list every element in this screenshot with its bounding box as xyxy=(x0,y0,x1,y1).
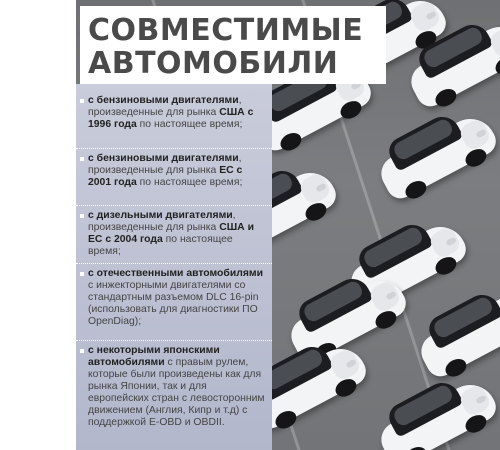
body-text: с инжекторными двигателями со стандартным разъемом DLC 16-pin (использовать для диагностики ПО OpenDiag); xyxy=(88,280,259,327)
highlight-text: с отечественными автомобилями xyxy=(88,268,263,279)
title-line-2: АВТОМОБИЛИ xyxy=(88,46,339,81)
separator xyxy=(76,340,272,341)
bullet-icon xyxy=(80,272,84,276)
separator xyxy=(76,148,272,149)
body-text: с правым рулем, которые были произведены как для рынка Японии, так и для европейских стран с левосторонним движением (Англия, Кипр и т.д) с поддержкой E-OBD и OBDII. xyxy=(88,357,265,428)
highlight-text: США и ЕС с 2004 года xyxy=(88,222,254,245)
list-item-text xyxy=(88,345,268,429)
body-text: по настоящее время; xyxy=(136,177,243,188)
list-item-text xyxy=(88,268,268,328)
highlight-text: США с 1996 года xyxy=(88,107,254,130)
separator xyxy=(76,205,272,206)
body-text: , произведенные для рынка xyxy=(88,210,236,233)
highlight-text: ЕС с 2001 года xyxy=(88,165,243,188)
bullet-icon xyxy=(80,99,84,103)
title-line-1: СОВМЕСТИМЫЕ xyxy=(88,13,364,48)
highlight-text: с некоторыми японскими автомобилями xyxy=(88,345,220,368)
list-item-text xyxy=(88,153,268,189)
bullet-icon xyxy=(80,214,84,218)
bullet-icon xyxy=(80,349,84,353)
highlight-text: с бензиновыми двигателями xyxy=(88,153,239,164)
body-text: , произведенные для рынка xyxy=(88,95,242,118)
separator xyxy=(76,263,272,264)
highlight-text: с бензиновыми двигателями xyxy=(88,95,239,106)
body-text: по настоящее время; xyxy=(136,119,243,130)
body-text: по настоящее время; xyxy=(88,234,233,257)
page-title xyxy=(88,14,363,80)
list-item-text xyxy=(88,95,268,131)
body-text: , произведенные для рынка xyxy=(88,153,242,176)
parked-car xyxy=(368,97,500,208)
highlight-text: с дизельными двигателями xyxy=(88,210,233,221)
compatibility-list xyxy=(76,84,272,450)
bullet-icon xyxy=(80,157,84,161)
list-item-text xyxy=(88,210,268,258)
title-panel xyxy=(80,6,386,84)
